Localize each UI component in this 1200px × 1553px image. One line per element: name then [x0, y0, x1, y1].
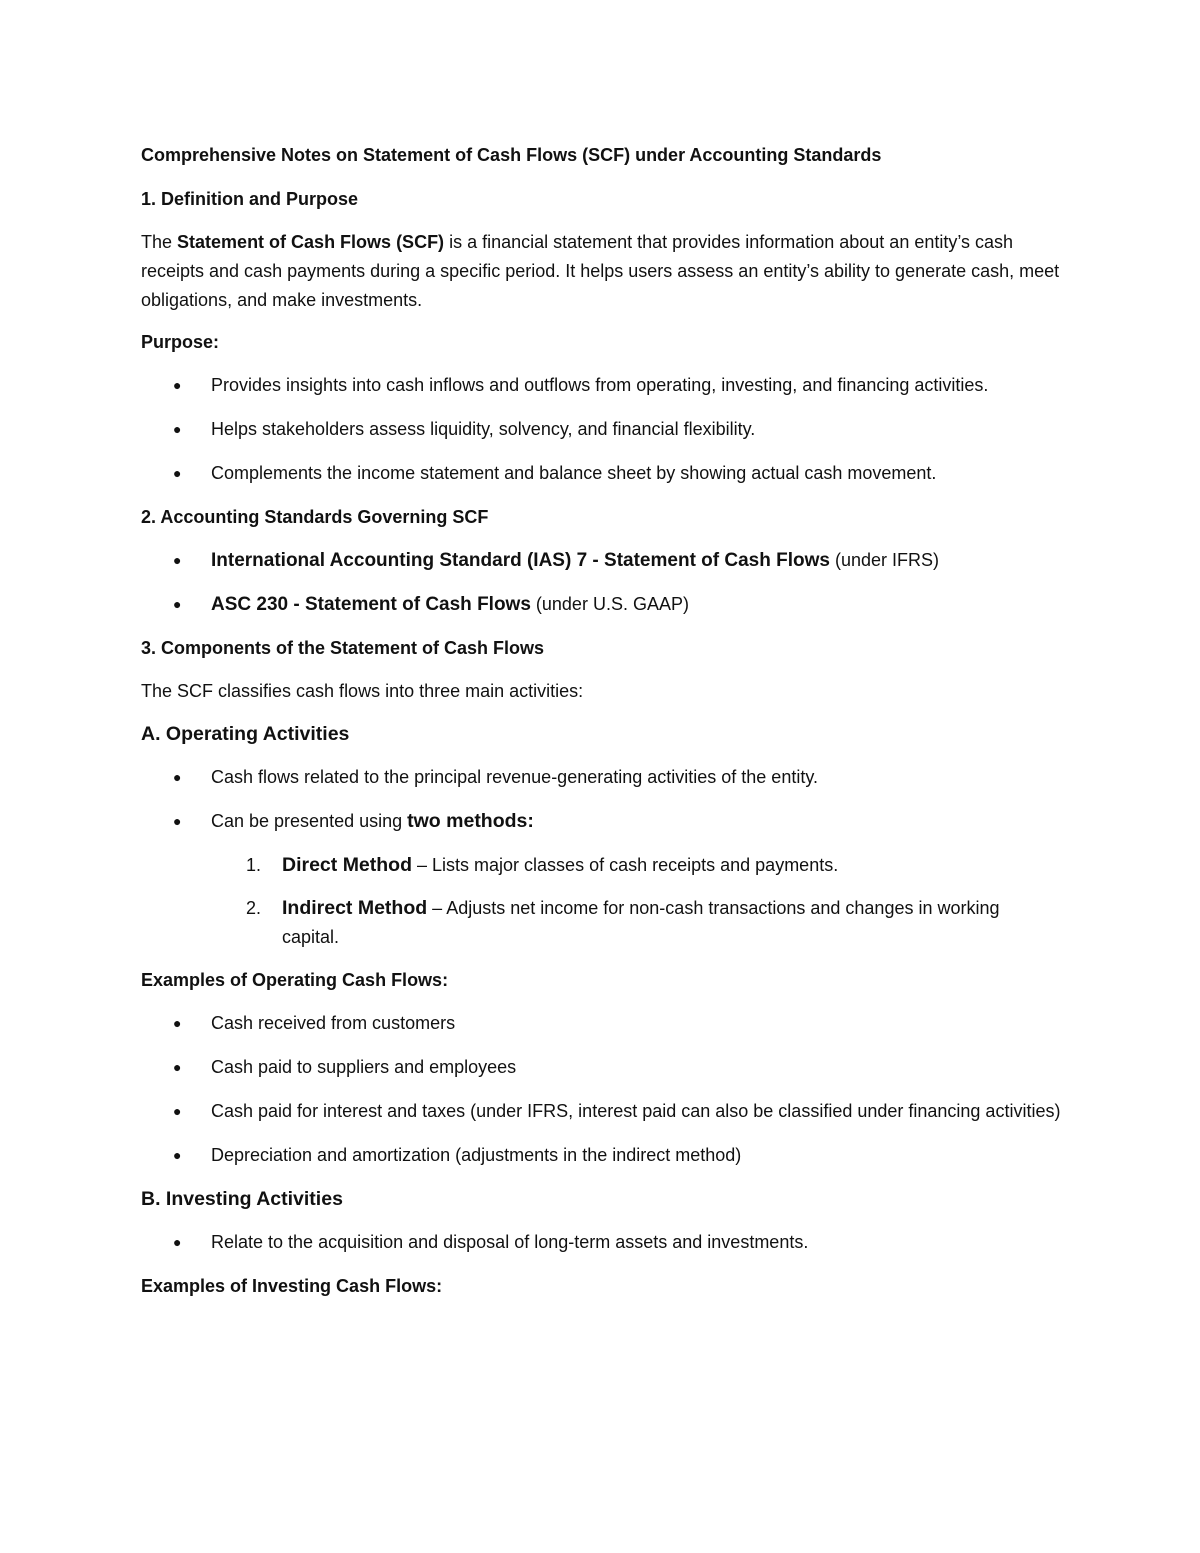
bullet-icon: ● [173, 377, 182, 393]
section-2-heading: 2. Accounting Standards Governing SCF [141, 507, 489, 527]
standard-item: ● International Accounting Standard (IAS) 7 - Statement of Cash Flows (under IFRS) [141, 546, 1061, 575]
section-1-paragraph [141, 228, 1061, 315]
purpose-item: ● Provides insights into cash inflows and outflows from operating, investing, and financing activities. [141, 371, 1061, 400]
standard-item: ● ASC 230 - Statement of Cash Flows (under U.S. GAAP) [141, 590, 1061, 619]
operating-heading: A. Operating Activities [141, 723, 350, 745]
method-item: 2. Indirect Method – Adjusts net income for non-cash transactions and changes in working capital. [141, 894, 1061, 952]
document-title: Comprehensive Notes on Statement of Cash Flows (SCF) under Accounting Standards [141, 145, 882, 165]
bullet-icon: ● [173, 465, 182, 481]
operating-item: ● Can be presented using two methods: [141, 807, 1061, 836]
operating-list [141, 763, 1061, 836]
bullet-icon: ● [173, 421, 182, 437]
para-prefix: The [141, 232, 178, 252]
investing-heading: B. Investing Activities [141, 1188, 343, 1210]
para-bold-term: Statement of Cash Flows (SCF) [177, 232, 445, 252]
standards-list [141, 546, 1061, 619]
operating-example-item: ● Cash paid for interest and taxes (under IFRS, interest paid can also be classified under financing activities) [141, 1097, 1061, 1126]
bullet-icon: ● [173, 596, 182, 612]
bullet-icon: ● [173, 552, 182, 568]
bullet-icon: ● [173, 1103, 182, 1119]
section-1-heading: 1. Definition and Purpose [141, 189, 359, 209]
methods-list [141, 851, 1061, 952]
investing-list [141, 1228, 1061, 1257]
method-item: 1. Direct Method – Lists major classes of cash receipts and payments. [141, 851, 1061, 880]
section-3-intro: The SCF classifies cash flows into three main activities: [141, 681, 584, 701]
investing-item: ● Relate to the acquisition and disposal of long-term assets and investments. [141, 1228, 1061, 1257]
bullet-icon: ● [173, 813, 182, 829]
operating-example-item: ● Cash paid to suppliers and employees [141, 1053, 1061, 1082]
operating-example-item: ● Cash received from customers [141, 1009, 1061, 1038]
bullet-icon: ● [173, 1059, 182, 1075]
bullet-icon: ● [173, 1015, 182, 1031]
bullet-icon: ● [173, 1234, 182, 1250]
operating-examples-heading: Examples of Operating Cash Flows: [141, 970, 449, 990]
purpose-heading: Purpose: [141, 332, 220, 352]
bullet-icon: ● [173, 769, 182, 785]
operating-examples-list [141, 1009, 1061, 1170]
purpose-list [141, 371, 1061, 488]
operating-example-item: ● Depreciation and amortization (adjustments in the indirect method) [141, 1141, 1061, 1170]
section-3-heading: 3. Components of the Statement of Cash Flows [141, 638, 545, 658]
purpose-item: ● Helps stakeholders assess liquidity, solvency, and financial flexibility. [141, 415, 1061, 444]
method-number: 1. [246, 855, 262, 875]
document-page [141, 141, 1061, 1315]
method-number: 2. [246, 898, 262, 918]
para-rest: is a financial statement that provides information about an entity’s cash receipts and cash payments during a specific period. It helps users assess an entity’s ability to generate cash, meet obligations, and make investments. [141, 232, 1060, 310]
bullet-icon: ● [173, 1147, 182, 1163]
operating-item: ● Cash flows related to the principal revenue-generating activities of the entity. [141, 763, 1061, 792]
purpose-item: ● Complements the income statement and balance sheet by showing actual cash movement. [141, 459, 1061, 488]
investing-examples-heading: Examples of Investing Cash Flows: [141, 1276, 443, 1296]
